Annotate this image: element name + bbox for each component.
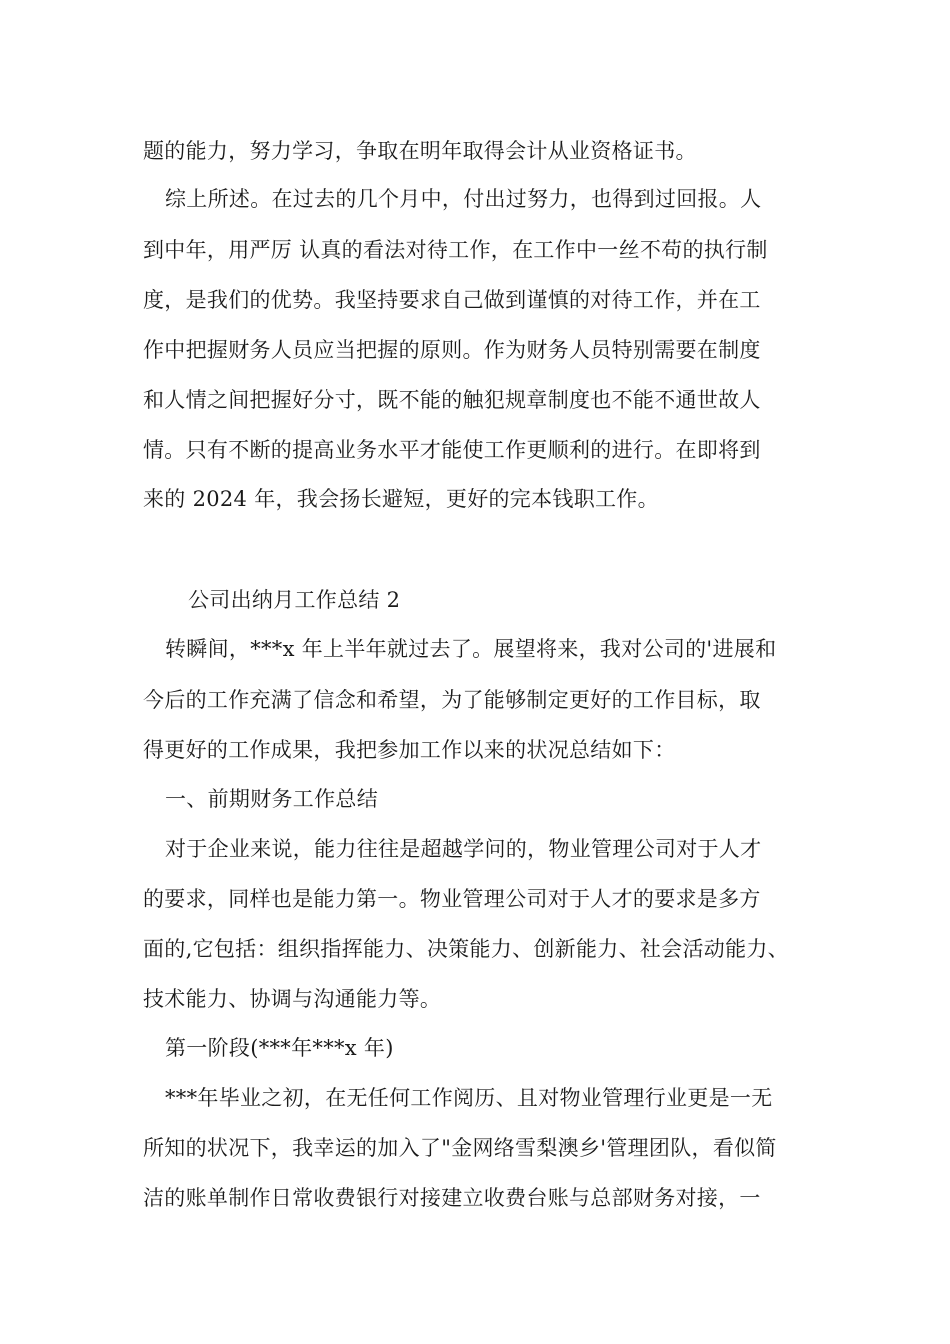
text-line: 题的能力，努力学习，争取在明年取得会计从业资格证书。 bbox=[143, 139, 697, 163]
text-line: 作中把握财务人员应当把握的原则。作为财务人员特别需要在制度 bbox=[143, 338, 761, 362]
text-line: 技术能力、协调与沟通能力等。 bbox=[143, 987, 442, 1011]
text-line: 今后的工作充满了信念和希望，为了能够制定更好的工作目标，取 bbox=[143, 688, 761, 712]
section-title: 公司出纳月工作总结 2 bbox=[188, 588, 401, 612]
text-line: 得更好的工作成果，我把参加工作以来的状况总结如下： bbox=[143, 738, 676, 762]
text-line: 对于企业来说，能力往往是超越学问的，物业管理公司对于人才 bbox=[165, 837, 762, 861]
subsection-heading: 第一阶段(***年***x 年) bbox=[165, 1036, 394, 1060]
text-line: ***年毕业之初，在无任何工作阅历、且对物业管理行业更是一无 bbox=[165, 1086, 773, 1110]
text-line: 到中年，用严厉 认真的看法对待工作，在工作中一丝不苟的执行制 bbox=[143, 238, 768, 262]
section-heading: 一、前期财务工作总结 bbox=[165, 787, 378, 811]
text-line: 和人情之间把握好分寸，既不能的触犯规章制度也不能不通世故人 bbox=[143, 388, 761, 412]
text-line: 所知的状况下，我幸运的加入了"金网络雪梨澳乡'管理团队，看似简 bbox=[143, 1136, 777, 1160]
text-line: 综上所述。在过去的几个月中，付出过努力，也得到过回报。人 bbox=[165, 187, 762, 211]
text-line: 的要求，同样也是能力第一。物业管理公司对于人才的要求是多方 bbox=[143, 887, 761, 911]
text-line: 转瞬间，***x 年上半年就过去了。展望将来，我对公司的'进展和 bbox=[165, 637, 777, 661]
text-line: 面的,它包括：组织指挥能力、决策能力、创新能力、社会活动能力、 bbox=[143, 937, 789, 961]
text-line: 度，是我们的优势。我坚持要求自己做到谨慎的对待工作，并在工 bbox=[143, 288, 761, 312]
text-line: 情。只有不断的提高业务水平才能使工作更顺利的进行。在即将到 bbox=[143, 438, 761, 462]
text-line: 来的 2024 年，我会扬长避短，更好的完本钱职工作。 bbox=[143, 487, 659, 511]
text-line: 洁的账单制作日常收费银行对接建立收费台账与总部财务对接，一 bbox=[143, 1186, 761, 1210]
